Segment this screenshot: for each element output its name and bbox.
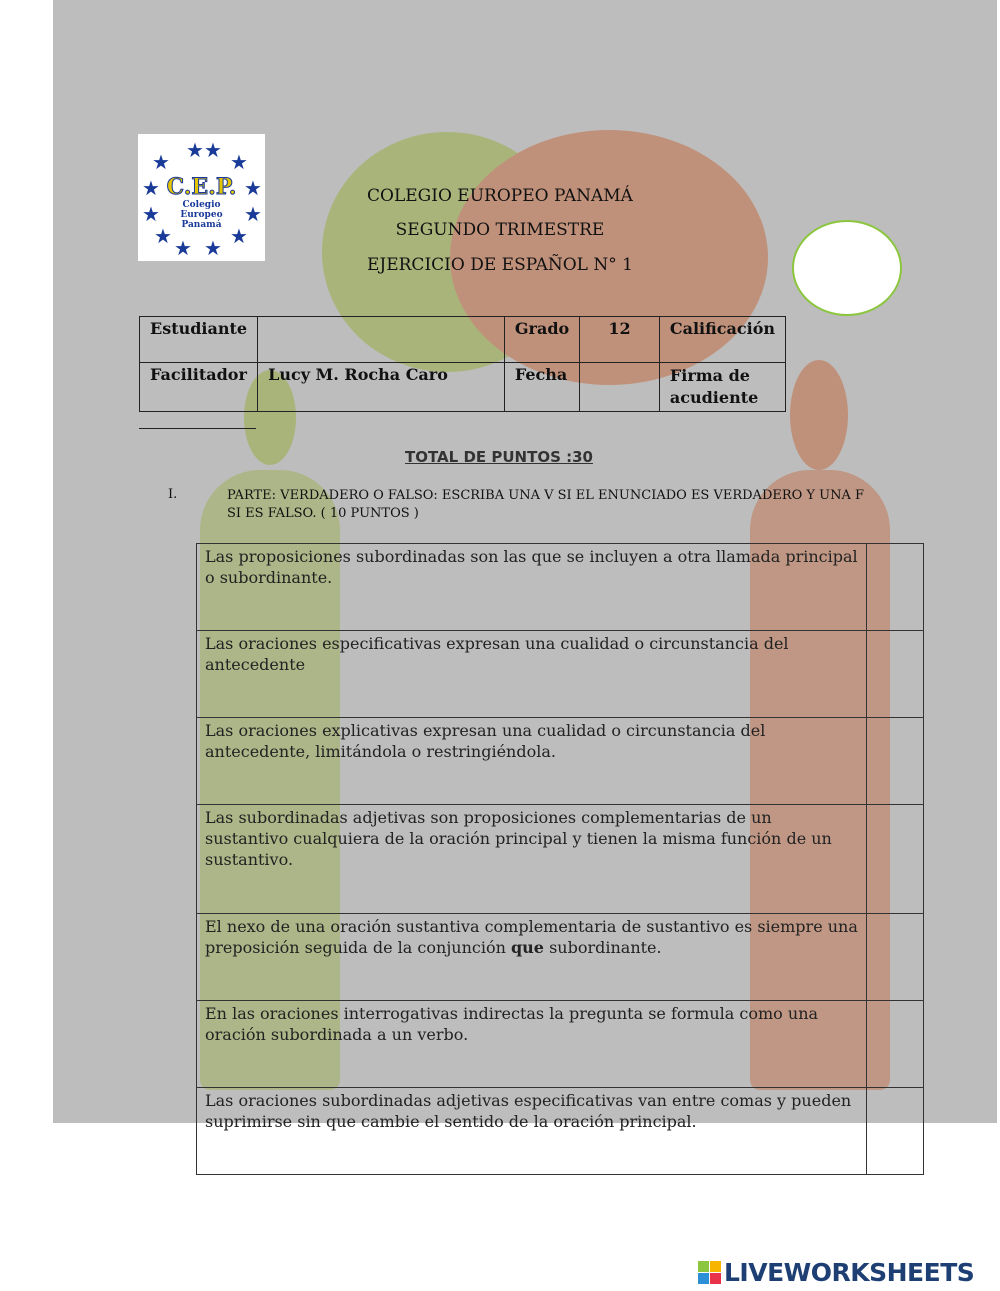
answer-field[interactable] — [867, 1088, 924, 1175]
grade-label: Grado — [504, 317, 579, 363]
statement: Las oraciones explicativas expresan una cualidad o circunstancia del antecedente, limitándola o restringiéndola. — [197, 718, 867, 805]
true-false-table — [196, 543, 924, 1175]
statement: En las oraciones interrogativas indirectas la pregunta se formula como una oración subordinada a un verbo. — [197, 1001, 867, 1088]
date-field[interactable] — [580, 363, 660, 412]
answer-field[interactable] — [867, 805, 924, 914]
student-label: Estudiante — [140, 317, 258, 363]
date-label: Fecha — [504, 363, 579, 412]
answer-field[interactable] — [867, 1001, 924, 1088]
teacher-label: Facilitador — [140, 363, 258, 412]
answer-field[interactable] — [867, 631, 924, 718]
statement: Las oraciones especificativas expresan una cualidad o circunstancia del antecedente — [197, 631, 867, 718]
teacher-value: Lucy M. Rocha Caro — [258, 363, 505, 412]
school-name: COLEGIO EUROPEO PANAMÁ — [367, 186, 633, 206]
logo-abbr: C.E.P. — [166, 174, 237, 200]
answer-field[interactable] — [867, 718, 924, 805]
exercise-title: EJERCICIO DE ESPAÑOL N° 1 — [367, 255, 633, 275]
section-number: I. — [168, 487, 178, 502]
grade-circle — [792, 220, 902, 316]
liveworksheets-text: LIVEWORKSHEETS — [724, 1258, 975, 1287]
signature-label: Firma de acudiente — [659, 363, 785, 412]
statement: Las oraciones subordinadas adjetivas especificativas van entre comas y pueden suprimirse sin que cambie el sentido de la oración principal. — [197, 1088, 867, 1175]
live-blocks-icon — [698, 1261, 721, 1284]
divider — [139, 428, 256, 429]
total-points: TOTAL DE PUNTOS :30 — [405, 448, 593, 466]
school-logo: ★ ★ ★ ★ ★ ★ ★ ★ ★ ★ ★ ★ C.E.P. Colegio Europeo Panamá — [138, 134, 265, 261]
student-field[interactable] — [258, 317, 505, 363]
person-figure-orange — [790, 360, 848, 470]
answer-field[interactable] — [867, 544, 924, 631]
score-label: Calificación — [659, 317, 785, 363]
logo-name: Colegio Europeo Panamá — [180, 200, 223, 230]
answer-field[interactable] — [867, 914, 924, 1001]
statement: El nexo de una oración sustantiva complementaria de sustantivo es siempre una preposición seguida de la conjunción que subordinante. — [197, 914, 867, 1001]
student-info-table — [139, 316, 786, 412]
statement: Las proposiciones subordinadas son las que se incluyen a otra llamada principal o subordinante. — [197, 544, 867, 631]
statement: Las subordinadas adjetivas son proposiciones complementarias de un sustantivo cualquiera de la oración principal y tienen la misma función de un sustantivo. — [197, 805, 867, 914]
term: SEGUNDO TRIMESTRE — [395, 220, 605, 240]
liveworksheets-logo — [698, 1258, 974, 1287]
section-instructions: PARTE: VERDADERO O FALSO: ESCRIBA UNA V SI EL ENUNCIADO ES VERDADERO Y UNA F SI ES FALSO. ( 10 PUNTOS ) — [227, 488, 865, 521]
grade-value: 12 — [580, 317, 660, 363]
